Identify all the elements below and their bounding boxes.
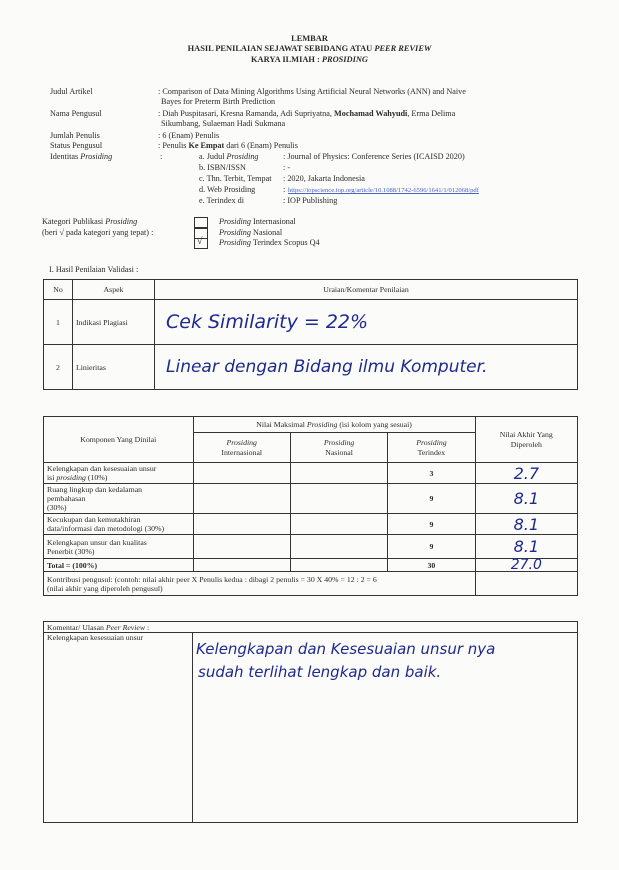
judul-value-l2: Bayes for Preterm Birth Prediction	[161, 97, 276, 106]
table-row	[44, 514, 578, 535]
sub-header-internasional-text: Internasional	[221, 447, 263, 457]
web-prosiding-link[interactable]: https://iopscience.iop.org/article/10.1088/1742-6596/1641/1/012068/pdf	[288, 187, 479, 194]
table-row	[44, 484, 578, 514]
komponen-2	[44, 484, 194, 514]
sub-header-internasional	[193, 433, 290, 463]
komentar-title-post: :	[145, 622, 150, 632]
komentar-row-label: Kelengkapan kesesuaian unsur	[44, 633, 193, 823]
jumlah-value: : 6 (Enam) Penulis	[158, 131, 220, 140]
table-row	[44, 300, 578, 345]
sub-header-nasional	[290, 433, 387, 463]
komponen-1-l2	[47, 473, 190, 482]
komponen-4-l1: Kelengkapan unsur dan kualitas	[47, 537, 147, 547]
status-value	[158, 141, 298, 151]
judul-label: Judul Artikel	[50, 87, 93, 96]
total-akhir[interactable]	[475, 559, 577, 572]
nilai-max-header-post: (isi kolom yang sesuai)	[337, 420, 412, 429]
handwriting-score-1: 2.7	[513, 463, 540, 483]
nilai-akhir-header-l2: Diperoleh	[510, 439, 542, 449]
handwriting-total: 27.0	[510, 557, 542, 573]
komponen-2-l3: (30%)	[47, 503, 67, 512]
kategori-checkbox-scopus[interactable]	[194, 238, 208, 249]
komponen-1	[44, 463, 194, 484]
pengusul-names: : Diah Puspitasari, Kresna Ramanda, Adi Supriyatna,	[158, 109, 334, 118]
kontribusi-text	[44, 572, 476, 596]
komponen-1-l2-pre: isi	[47, 473, 57, 482]
komponen-1-l2-italic: prosiding	[56, 473, 86, 482]
komentar-table	[43, 621, 578, 823]
status-post: dari 6 (Enam) Penulis	[224, 141, 298, 150]
total-internasional[interactable]	[193, 559, 290, 572]
kategori-option-nasional-rest: Nasional	[251, 228, 283, 237]
jumlah-label: Jumlah Penulis	[50, 131, 100, 140]
handwriting-score-2: 8.1	[513, 489, 540, 508]
nilai-header-row1	[44, 417, 578, 433]
table-row	[44, 345, 578, 390]
komponen-header: Komponen Yang Dinilai	[44, 417, 194, 463]
komponen-1-nasional[interactable]	[290, 463, 387, 484]
komentar-title	[44, 622, 578, 633]
komponen-3-l1: Kecukupan dan kemutakhiran	[47, 515, 141, 524]
total-row	[44, 559, 578, 572]
handwriting-comment-l1: Kelengkapan dan Kesesuaian unsur nya	[196, 640, 496, 658]
identitas-item-d-val: :	[283, 185, 286, 194]
total-max: 30	[388, 559, 475, 572]
kategori-label	[42, 217, 137, 227]
identitas-label-text: Identitas	[50, 152, 81, 161]
komentar-header-row	[44, 622, 578, 633]
komponen-1-internasional[interactable]	[193, 463, 290, 484]
identitas-item-d-key: d. Web Prosiding	[199, 185, 256, 194]
komponen-3-max: 9	[388, 514, 475, 535]
identitas-item-e-key: e. Terindex di	[199, 196, 244, 205]
sub-header-internasional-italic: Prosiding	[226, 437, 257, 447]
nilai-max-header-italic: Prosiding	[306, 420, 338, 429]
kategori-option-internasional-italic: Prosiding	[219, 217, 251, 226]
komentar-title-italic: Peer Review	[105, 622, 146, 632]
identitas-item-a-key-text: a. Judul	[199, 152, 227, 161]
sub-header-nasional-italic: Prosiding	[323, 437, 355, 447]
sub-header-terindex-italic: Prosiding	[416, 437, 447, 447]
komentar-title-text: Komentar/ Ulasan	[47, 622, 106, 632]
kategori-option-internasional	[219, 217, 296, 227]
komponen-1-akhir[interactable]	[475, 463, 577, 484]
kategori-checkbox-internasional[interactable]	[194, 217, 208, 228]
total-nasional[interactable]	[290, 559, 387, 572]
komponen-3-akhir[interactable]	[475, 514, 577, 535]
validasi-col-uraian: Uraian/Komentar Penilaian	[155, 280, 578, 300]
validasi-row2-no: 2	[44, 345, 73, 390]
doc-title-line2-italic: PEER REVIEW	[374, 44, 432, 53]
nilai-max-header-text: Nilai Maksimal	[256, 420, 307, 429]
komponen-2-max: 9	[388, 484, 475, 514]
status-pre: : Penulis	[158, 141, 189, 150]
komentar-body[interactable]	[193, 633, 578, 823]
komentar-body-row	[44, 633, 578, 823]
komponen-3	[44, 514, 194, 535]
identitas-item-c-key: c. Thn. Terbit, Tempat	[199, 174, 272, 183]
sub-header-terindex-text: Terindex	[417, 447, 446, 457]
kontribusi-l1: Kontribusi pengusul: (contoh: nilai akhir peer X Penulis kedua : dibagi 2 penulis = 30 X 40% = 12 : 2 = 6	[47, 574, 377, 584]
handwriting-similarity: Cek Similarity = 22%	[166, 311, 369, 333]
status-bold: Ke Empat	[188, 141, 225, 150]
validasi-row2-aspek: Linieritas	[73, 345, 155, 390]
kategori-option-nasional-italic: Prosiding	[219, 228, 251, 237]
doc-title-line2-text: HASIL PENILAIAN SEJAWAT SEBIDANG ATAU	[187, 44, 375, 53]
identitas-item-a-key	[199, 152, 259, 162]
identitas-colon: :	[160, 152, 163, 161]
nilai-table	[43, 416, 578, 596]
table-row	[44, 463, 578, 484]
identitas-item-b-val: : -	[283, 163, 291, 172]
komponen-1-l2-post: (10%)	[85, 473, 108, 482]
pengusul-value-l1	[158, 109, 455, 119]
judul-value-l1: : Comparison of Data Mining Algorithms Using Artificial Neural Networks (ANN) and Naive	[158, 87, 466, 96]
validasi-row1-no: 1	[44, 300, 73, 345]
komponen-4-akhir[interactable]	[475, 535, 577, 559]
kontribusi-l2: (nilai akhir yang diperoleh pengusul)	[47, 583, 163, 593]
validasi-col-aspek: Aspek	[73, 280, 155, 300]
komponen-4-internasional[interactable]	[193, 535, 290, 559]
komponen-4	[44, 535, 194, 559]
validasi-header-row	[44, 280, 578, 300]
validasi-title: I. Hasil Penilaian Validasi :	[49, 265, 139, 274]
doc-title-line2	[0, 44, 619, 53]
komponen-4-max: 9	[388, 535, 475, 559]
kategori-option-scopus-italic: Prosiding	[219, 238, 251, 247]
pengusul-label: Nama Pengusul	[50, 109, 102, 118]
identitas-item-b-key: b. ISBN/ISSN	[199, 163, 246, 172]
nilai-akhir-header	[475, 417, 577, 463]
nilai-akhir-header-l1: Nilai Akhir Yang	[499, 429, 553, 439]
total-label: Total = (100%)	[44, 559, 194, 572]
komponen-4-l2: Penerbit (30%)	[47, 546, 95, 556]
kontribusi-row	[44, 572, 578, 596]
check-mark-icon: √	[197, 236, 203, 247]
validasi-col-no: No	[44, 280, 73, 300]
komponen-3-nasional[interactable]	[290, 514, 387, 535]
sub-header-terindex	[388, 433, 475, 463]
validasi-row2-comment[interactable]	[155, 345, 578, 390]
kontribusi-value[interactable]	[475, 572, 577, 596]
handwriting-score-4: 8.1	[513, 537, 540, 556]
kategori-option-nasional	[219, 228, 282, 238]
identitas-item-a-val: : Journal of Physics: Conference Series (ICAISD 2020)	[283, 152, 465, 161]
identitas-item-a-key-italic: Prosiding	[226, 152, 259, 161]
kategori-hint: (beri √ pada kategori yang tepat) :	[42, 228, 154, 237]
status-label: Status Pengusul	[50, 141, 103, 150]
komponen-1-l1: Kelengkapan dan kesesuaian unsur	[47, 464, 157, 473]
komponen-2-akhir[interactable]	[475, 484, 577, 514]
pengusul-value-l2: Sikumbang, Sulaeman Hadi Sukmana	[161, 119, 286, 128]
doc-title-line3	[0, 55, 619, 64]
validasi-row1-comment[interactable]	[155, 300, 578, 345]
sub-header-nasional-text: Nasional	[325, 447, 353, 457]
komponen-4-nasional[interactable]	[290, 535, 387, 559]
kategori-option-scopus-rest: Terindex Scopus Q4	[251, 238, 320, 247]
kategori-label-text: Kategori Publikasi	[42, 217, 106, 226]
handwriting-comment-l2: sudah terlihat lengkap dan baik.	[198, 663, 442, 681]
validasi-table	[43, 279, 578, 390]
pengusul-names-rest: , Erma Delima	[407, 109, 456, 118]
komponen-2-nasional[interactable]	[290, 484, 387, 514]
identitas-label-italic: Prosiding	[80, 152, 113, 161]
komponen-2-l1: Ruang lingkup dan kedalaman	[47, 485, 143, 494]
kategori-option-scopus	[219, 238, 320, 248]
doc-title-line3-text: KARYA ILMIAH :	[251, 55, 322, 64]
komponen-2-internasional[interactable]	[193, 484, 290, 514]
table-row	[44, 535, 578, 559]
doc-title-line3-italic: PROSIDING	[321, 55, 368, 64]
identitas-label	[50, 152, 112, 162]
komponen-3-l2: data/informasi dan metodologi (30%)	[47, 524, 165, 533]
handwriting-score-3: 8.1	[513, 514, 540, 534]
komponen-2-l2: pembahasan	[47, 494, 86, 503]
identitas-item-e-val: : IOP Publishing	[283, 196, 338, 205]
nilai-max-header	[193, 417, 475, 433]
identitas-item-c-val: : 2020, Jakarta Indonesia	[283, 174, 365, 183]
handwriting-linieritas: Linear dengan Bidang ilmu Komputer.	[166, 357, 488, 377]
pengusul-highlight: Mochamad Wahyudi	[334, 109, 408, 118]
komponen-1-max: 3	[388, 463, 475, 484]
kategori-label-italic: Prosiding	[105, 217, 138, 226]
doc-title-line1: LEMBAR	[291, 34, 328, 43]
kategori-option-internasional-rest: Internasional	[251, 217, 296, 226]
validasi-row1-aspek: Indikasi Plagiasi	[73, 300, 155, 345]
komponen-3-internasional[interactable]	[193, 514, 290, 535]
